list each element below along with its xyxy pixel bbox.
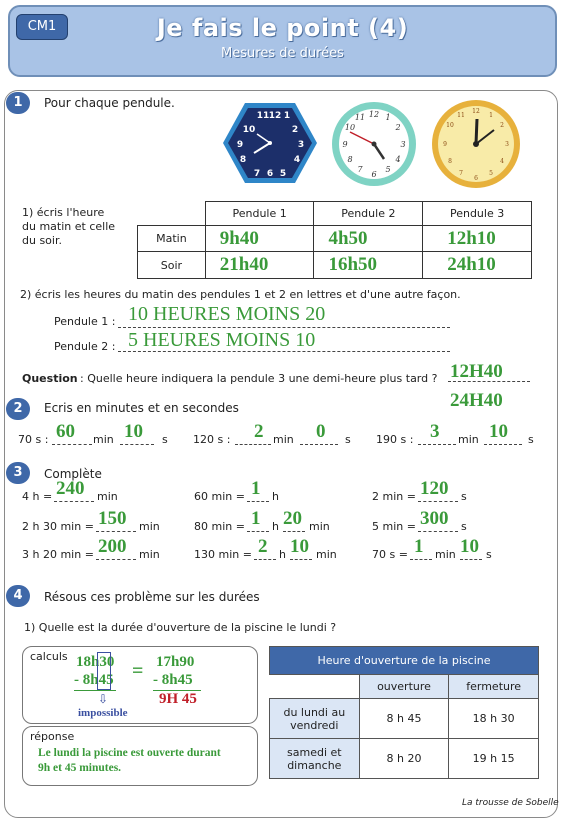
pendule-2-answer: 5 HEURES MOINS 10 [128, 329, 316, 351]
pool-row-2-close: 19 h 15 [449, 739, 539, 779]
svg-text:11: 11 [256, 111, 270, 121]
s3-r2-c1-line-1 [96, 531, 136, 532]
section-4-question: 1) Quelle est la durée d'ouverture de la piscine le lundi ? [24, 621, 337, 634]
svg-text:4: 4 [500, 158, 504, 165]
q1-text-line2: du matin et celle [22, 220, 116, 233]
s3-r3-c2-prefix: 130 min = [194, 548, 252, 561]
section-3-number: 3 [6, 462, 30, 484]
table-header-pendule-3: Pendule 3 [423, 202, 532, 226]
s2-item-1-sec-unit: s [162, 433, 168, 446]
pool-table-title: Heure d'ouverture de la piscine [270, 647, 539, 675]
question-label: Question [22, 372, 78, 385]
s3-r2-c2-unit-1: h [272, 520, 279, 533]
page-title: Je fais le point (4) [156, 14, 409, 42]
s3-r3-c2-answer-1: 2 [258, 536, 268, 557]
calc-equals: = [132, 660, 144, 682]
pool-row-2-label-line2: dimanche [287, 758, 342, 772]
s2-item-1-min-answer: 60 [56, 421, 75, 442]
pool-row-2-label-line1: samedi et [287, 745, 342, 759]
svg-text:1: 1 [489, 112, 493, 119]
s3-r1-c1-answer-1: 240 [56, 478, 85, 499]
svg-text:1: 1 [385, 113, 391, 122]
svg-text:3: 3 [505, 141, 509, 148]
s3-r3-c3-unit-1: min [435, 548, 456, 561]
s2-item-2-sec-line [300, 444, 338, 445]
s3-r2-c1-unit-1: min [139, 520, 160, 533]
svg-text:2: 2 [500, 122, 504, 129]
s2-item-2-left: 120 s : [193, 433, 231, 446]
calculs-label: calculs [30, 650, 68, 663]
svg-text:9: 9 [443, 141, 447, 148]
svg-text:5: 5 [385, 165, 391, 174]
pendule-1-label: Pendule 1 : [54, 315, 116, 328]
s3-r3-c2-line-2 [290, 559, 312, 560]
section-2-number: 2 [6, 398, 30, 420]
s3-r3-c1-answer-1: 200 [98, 536, 127, 557]
svg-text:12: 12 [472, 108, 480, 115]
s3-r1-c2-prefix: 60 min = [194, 490, 245, 503]
svg-text:6: 6 [474, 175, 478, 182]
calc-note: impossible [78, 707, 128, 719]
pool-row-1-open: 8 h 45 [359, 699, 449, 739]
clock-2-icon [330, 101, 418, 187]
s3-r1-c2-line-1 [247, 501, 269, 502]
s3-r3-c2-answer-2: 10 [290, 536, 309, 557]
pendule-1-answer: 10 HEURES MOINS 20 [128, 303, 326, 325]
s2-item-3-sec-unit: s [528, 433, 534, 446]
s3-r2-c2-answer-1: 1 [251, 508, 261, 529]
svg-text:4: 4 [395, 155, 401, 164]
s3-r1-c3-prefix: 2 min = [372, 490, 416, 503]
section-2-title: Ecris en minutes et en secondes [44, 401, 239, 415]
pool-row-1-label [270, 699, 360, 739]
svg-text:10: 10 [344, 123, 356, 132]
svg-text:2: 2 [291, 125, 299, 135]
svg-text:6: 6 [371, 170, 377, 179]
reponse-text-line1: Le lundi la piscine est ouverte durant [38, 747, 221, 759]
s3-r2-c2-line-1 [247, 531, 269, 532]
s2-item-2-sec-unit: s [345, 433, 351, 446]
s3-r2-c1-prefix: 2 h 30 min = [22, 520, 94, 533]
table-row-label-matin: Matin [138, 226, 206, 252]
clock-3-icon [430, 99, 522, 189]
calc-box-highlight [97, 652, 111, 690]
s3-r1-c3-unit-1: s [461, 490, 467, 503]
svg-text:8: 8 [239, 155, 247, 165]
svg-text:6: 6 [266, 169, 274, 179]
table-corner [138, 202, 206, 226]
s3-r3-c3-line-1 [410, 559, 432, 560]
calc-right-sub: - 8h45 [153, 672, 193, 688]
svg-text:3: 3 [400, 140, 406, 149]
pool-row-1-label-line2: vendredi [290, 718, 339, 732]
calc-right-top: 17h90 [156, 654, 195, 670]
s3-r2-c2-prefix: 80 min = [194, 520, 245, 533]
s2-item-3-min-unit: min [458, 433, 479, 446]
s3-r3-c3-prefix: 70 s = [372, 548, 408, 561]
table-header-pendule-1: Pendule 1 [205, 202, 314, 226]
s2-item-1-min-unit: min [93, 433, 114, 446]
svg-text:9: 9 [342, 140, 348, 149]
question-answer-2: 24H40 [450, 390, 503, 411]
answer-soir-pendule-2: 16h50 [314, 252, 423, 279]
reponse-label: réponse [30, 730, 75, 743]
svg-text:10: 10 [446, 122, 454, 129]
answer-soir-pendule-3: 24h10 [423, 252, 532, 279]
pool-row-1-label-line1: du lundi au [283, 705, 346, 719]
s2-item-3-left: 190 s : [376, 433, 414, 446]
s2-item-2-min-line [235, 444, 271, 445]
s2-item-3-min-answer: 3 [430, 421, 440, 442]
s3-r2-c3-prefix: 5 min = [372, 520, 416, 533]
s3-r2-c3-unit-1: s [461, 520, 467, 533]
s2-item-1-sec-line [120, 444, 154, 445]
s3-r3-c3-unit-2: s [486, 548, 492, 561]
svg-text:7: 7 [253, 169, 261, 179]
svg-text:7: 7 [357, 165, 363, 174]
s3-r3-c3-line-2 [460, 559, 482, 560]
clock-1-icon [221, 101, 319, 185]
svg-text:4: 4 [293, 155, 301, 165]
calc-left-rule [74, 690, 116, 691]
s2-item-3-sec-answer: 10 [489, 421, 508, 442]
s3-r2-c2-line-2 [283, 531, 305, 532]
q2-text: 2) écris les heures du matin des pendules 1 et 2 en lettres et d'une autre façon. [20, 288, 461, 301]
s3-r2-c3-answer-1: 300 [420, 508, 449, 529]
clock-times-table [137, 201, 532, 279]
s3-r1-c1-prefix: 4 h = [22, 490, 53, 503]
answer-matin-pendule-1: 9h40 [205, 226, 314, 252]
s3-r3-c3-answer-2: 10 [460, 536, 479, 557]
answer-soir-pendule-1: 21h40 [205, 252, 314, 279]
s2-item-1-min-line [52, 444, 92, 445]
calc-left-top: 18h30 [76, 654, 115, 670]
section-1-title: Pour chaque pendule. [44, 96, 175, 110]
s3-r2-c2-unit-2: min [309, 520, 330, 533]
section-4-title: Résous ces problème sur les durées [44, 590, 260, 604]
s2-item-2-sec-answer: 0 [316, 421, 326, 442]
section-4-number: 4 [6, 585, 30, 607]
s3-r3-c1-unit-1: min [139, 548, 160, 561]
s3-r3-c2-unit-1: h [279, 548, 286, 561]
s2-item-3-sec-line [484, 444, 522, 445]
s3-r2-c1-answer-1: 150 [98, 508, 127, 529]
svg-text:5: 5 [489, 170, 493, 177]
calc-result: 9H 45 [159, 691, 197, 707]
s2-item-1-sec-answer: 10 [124, 421, 143, 442]
page-subtitle: Mesures de durées [221, 46, 344, 61]
svg-text:1: 1 [283, 111, 291, 121]
s2-item-1-left: 70 s : [18, 433, 49, 446]
s2-item-2-min-unit: min [273, 433, 294, 446]
q1-text-line1: 1) écris l'heure [22, 206, 105, 219]
reponse-text-line2: 9h et 45 minutes. [38, 762, 122, 774]
arrow-down-icon: ⇩ [98, 692, 109, 706]
s3-r3-c2-unit-2: min [316, 548, 337, 561]
svg-text:8: 8 [347, 155, 353, 164]
pendule-1-answer-line [118, 327, 450, 328]
s3-r1-c2-unit-1: h [272, 490, 279, 503]
s3-r1-c3-line-1 [418, 501, 458, 502]
s3-r3-c3-answer-1: 1 [414, 536, 424, 557]
s3-r1-c3-answer-1: 120 [420, 478, 449, 499]
svg-text:10: 10 [242, 125, 256, 135]
s3-r1-c2-answer-1: 1 [251, 478, 261, 499]
pool-row-2-label [270, 739, 360, 779]
pool-hours-table [269, 646, 539, 779]
s2-item-3-min-line [418, 444, 456, 445]
s3-r1-c1-unit-1: min [97, 490, 118, 503]
footer-credit: La trousse de Sobelle [462, 798, 559, 808]
q1-text-line3: du soir. [22, 234, 62, 247]
svg-text:11: 11 [354, 113, 366, 122]
svg-text:5: 5 [279, 169, 287, 179]
pendule-2-label: Pendule 2 : [54, 340, 116, 353]
s3-r2-c3-line-1 [418, 531, 458, 532]
question-answer-1: 12H40 [450, 361, 503, 382]
pool-row-2-open: 8 h 20 [359, 739, 449, 779]
level-badge: CM1 [16, 14, 68, 40]
svg-text:9: 9 [236, 140, 244, 150]
section-1-number: 1 [6, 92, 30, 114]
svg-text:2: 2 [395, 123, 401, 132]
pool-table-corner [270, 675, 360, 699]
svg-text:8: 8 [448, 158, 452, 165]
calc-left-sub: - 8h45 [74, 672, 114, 688]
section-3-title: Complète [44, 467, 102, 481]
pool-header-ouverture: ouverture [359, 675, 449, 699]
s3-r1-c1-line-1 [54, 501, 94, 502]
answer-matin-pendule-2: 4h50 [314, 226, 423, 252]
pool-header-fermeture: fermeture [449, 675, 539, 699]
answer-matin-pendule-3: 12h10 [423, 226, 532, 252]
s3-r3-c1-line-1 [96, 559, 136, 560]
s3-r3-c1-prefix: 3 h 20 min = [22, 548, 94, 561]
svg-text:7: 7 [459, 170, 463, 177]
table-row-label-soir: Soir [138, 252, 206, 279]
s2-item-2-min-answer: 2 [254, 421, 264, 442]
table-header-pendule-2: Pendule 2 [314, 202, 423, 226]
question-text: : Quelle heure indiquera la pendule 3 une demi-heure plus tard ? [80, 372, 438, 385]
svg-text:12: 12 [268, 111, 282, 121]
svg-text:11: 11 [457, 112, 465, 119]
svg-text:12: 12 [368, 110, 380, 119]
s3-r3-c2-line-1 [254, 559, 276, 560]
pool-row-1-close: 18 h 30 [449, 699, 539, 739]
svg-text:3: 3 [297, 140, 305, 150]
s3-r2-c2-answer-2: 20 [283, 508, 302, 529]
